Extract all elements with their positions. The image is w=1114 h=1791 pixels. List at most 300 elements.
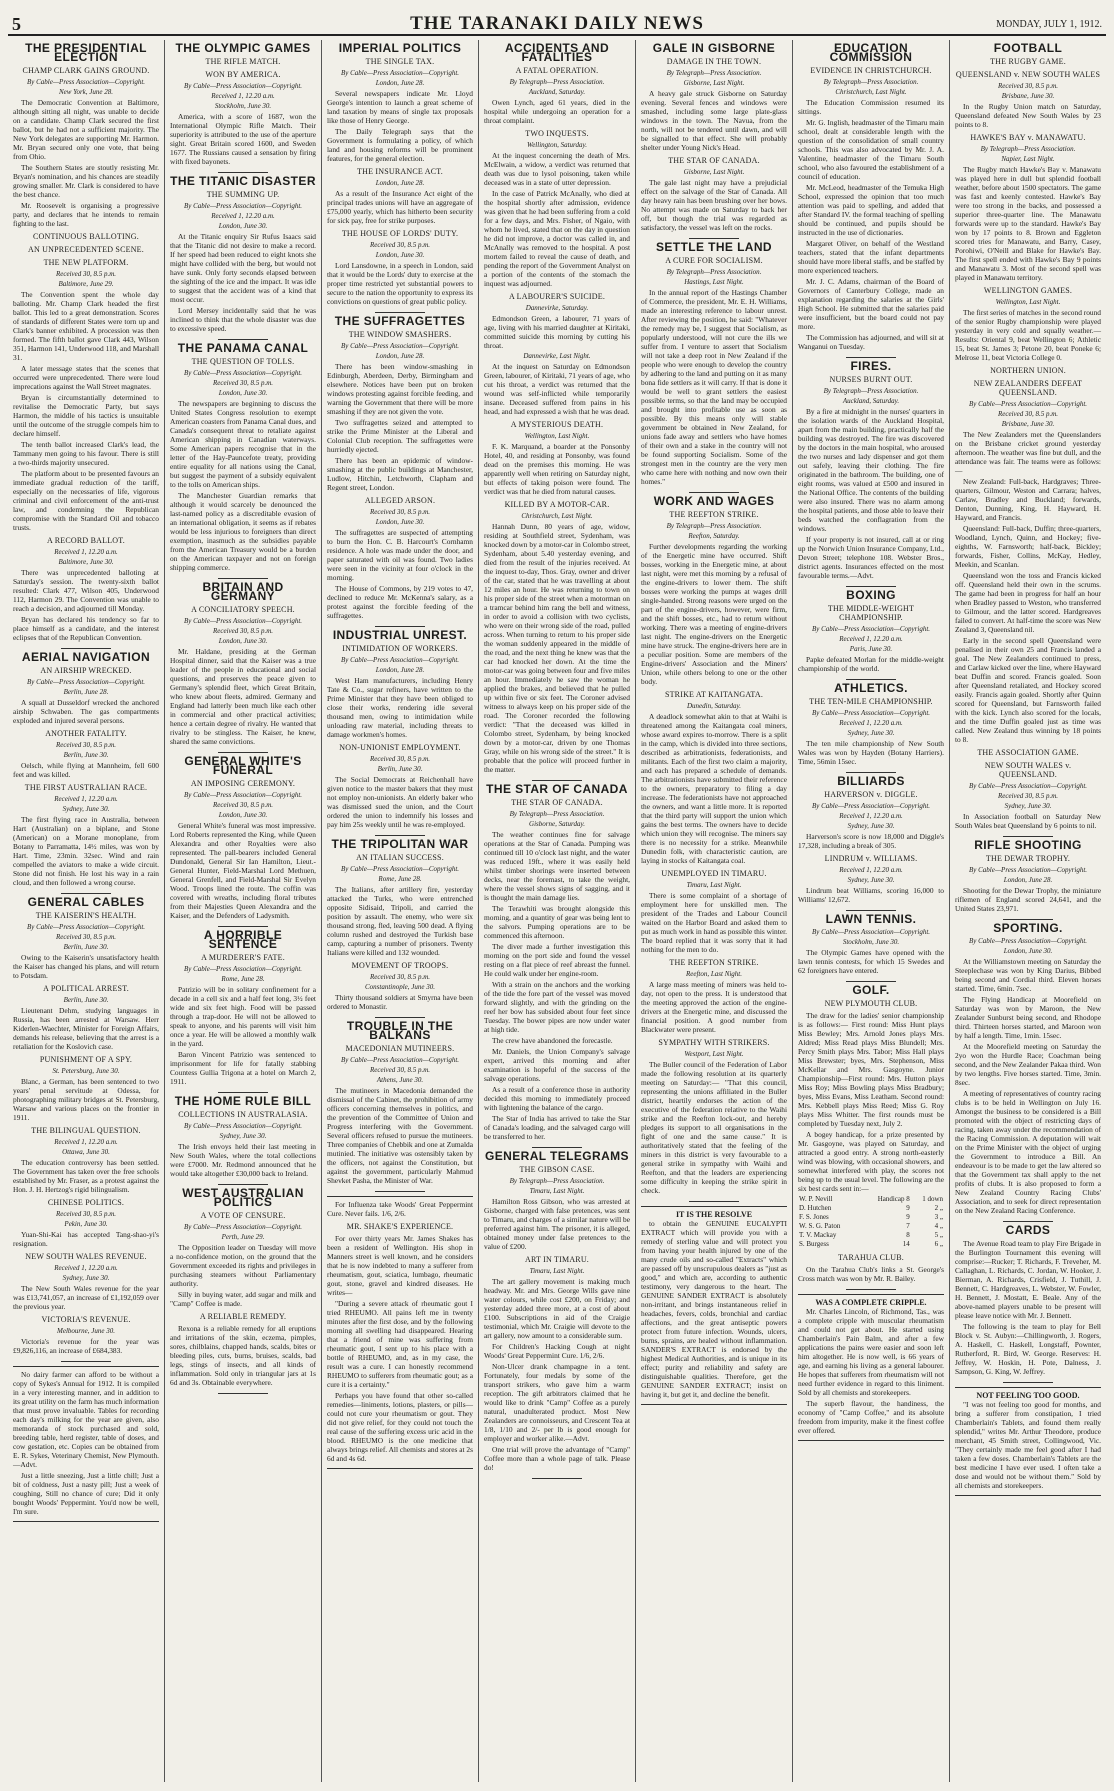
article [13, 895, 159, 1355]
sub-heading: CHINESE POLITICS. [47, 1198, 125, 1207]
dateline: London, June 28. [375, 352, 425, 360]
article [327, 837, 473, 1011]
paragraph: The New Zealanders met the Queenslanders on the Brisbane cricket ground yesterday afternoon. The weather was fine but dull, and the attendance was fair. The teams were as follows:— [955, 430, 1101, 475]
dateline: By Cable—Press Association—Copyright. [183, 791, 303, 799]
paragraph: A later message states that the scenes that occurred were unprecedented. There were loud imprecations against the Wall Street magnates. [13, 364, 159, 391]
dateline: Stockholm, June 30. [214, 102, 272, 110]
sub-heading: STRIKE AT KAITANGATA. [664, 690, 764, 699]
sub-heading: WON BY AMERICA. [205, 70, 281, 79]
dateline: By Cable—Press Association—Copyright. [811, 709, 931, 717]
sub-heading: ANOTHER FATALITY. [45, 729, 127, 738]
dateline: Sydney, June 30. [62, 1274, 110, 1282]
divider [218, 926, 268, 927]
advert-heading: IT IS THE RESOLVE [675, 1210, 753, 1219]
paragraph: The first series of matches in the second round of the senior Rugby championship were played yesterday in very cold and squally weather.—Results: Oriental 9, beat Wellington 6; Athletic 15, beat St. James 3; Petone 20, beat Poneke 6; Melrose 11, beat Victoria College 0. [955, 308, 1101, 362]
sub-heading: A FATAL OPERATION. [515, 66, 599, 75]
dateline: Received 1, 12.20 a.m. [54, 1264, 118, 1272]
dateline: London, June 30. [375, 251, 425, 259]
paragraph: Queensland won the toss and Francis kicked off. Queensland held their own in the scrums. The game had been in progress for half an hour when Bradley passed to Weston, who transferred to Gilmour, and the latter scored. Hardgreaves failed to convert. At half-time the score was New Zealand 3, Queensland nil. [955, 571, 1101, 634]
divider [61, 1361, 111, 1362]
dateline: Received 30, 8.5 p.m. [997, 82, 1059, 90]
dateline: London, June 30. [218, 222, 268, 230]
dateline: London, June 30. [375, 518, 425, 526]
dateline: By Telegraph—Press Association. [509, 1177, 605, 1185]
dateline: Brisbane, June 30. [1001, 92, 1055, 100]
paragraph: At the inquest on Saturday on Edmondson Green, labourer, of Kiritaki, 71 years of age, who cut his throat, a verdict was returned that the wound was self-inflicted while temporarily insane. Deceased suffered from pains in his head, and had expressed a wish that he was dead. [484, 362, 630, 416]
dateline: Berlin, June 30. [63, 996, 109, 1004]
dateline: By Cable—Press Association—Copyright. [183, 202, 303, 210]
table-cell: 4 „ [934, 1222, 943, 1230]
article [798, 359, 944, 580]
article [327, 628, 473, 829]
dateline: Gisborne, Saturday. [529, 820, 585, 828]
paragraph: The Daily Telegraph says that the Government is formulating a policy, of which land and housing reforms will be prominent features, for the general election. [327, 127, 473, 163]
dateline: Received 1, 12.20 a.m. [839, 635, 903, 643]
article [170, 41, 316, 166]
paragraph: Shooting for the Dewar Trophy, the miniature riflemen of England scored 24,641, and the United States 23,971. [955, 886, 1101, 913]
divider [846, 981, 896, 982]
paragraph: The Education Commission resumed its sittings. [798, 98, 944, 116]
paragraph: With a strain on the anchors and the working of the tide the fore part of the vessel was moved forward slightly, and with the grinding on the reef her bow has subsided about four feet since Tuesday. The bower pipes are now under water at high tide. [484, 980, 630, 1034]
paragraph: Several newspapers indicate Mr. Lloyd George's intention to launch a great scheme of land taxation by means of single tax proposals like those of Henry George. [327, 89, 473, 125]
dateline: Auckland, Saturday. [842, 397, 900, 405]
table-row [798, 1222, 944, 1231]
sub-heading: MR. SHAKE'S EXPERIENCE. [346, 1222, 454, 1231]
paragraph: A squall at Dusseldorf wrecked the anchored airship Schwaben. The gas compartments exploded and injured several persons. [13, 698, 159, 725]
sub-heading: NURSES BURNT OUT. [829, 375, 913, 384]
sub-heading: PUNISHMENT OF A SPY. [39, 1055, 133, 1064]
article-heading: BOXING [846, 588, 896, 602]
article-heading: LAWN TENNIS. [825, 912, 917, 926]
dateline: Received 1, 12.20 a.m. [54, 795, 118, 803]
divider [846, 586, 896, 587]
article-heading: BILLIARDS [837, 774, 905, 788]
divider [218, 752, 268, 753]
paragraph: "I was not feeling too good for months, and bring a sufferer from constipation, I tried Chamberlain's Tablets, and found them really splendid," writes Mr. Arthur Theodore, produce merchant, 45 Smith street, Collingwood, Vic. "They certainly made me feel good after I had taken a few doses. Chamberlain's Tablets are the best medicine I have ever used. I often take a dose and would not be without them." Sold by all chemists and storekeepers. [955, 1400, 1101, 1490]
paragraph: For over thirty years Mr. James Shakes has been a resident of Wellington. His shop in Manners street is well known, and he considers that he is now indebted to many a sufferer from rheumatism, gout, sciatica, lumbago, rheumatic gout, stone, gravel and kindred diseases. He writes— [327, 1234, 473, 1297]
article [13, 41, 159, 642]
paragraph: Yuan-Shi-Kai has accepted Tang-shao-yi's resignation. [13, 1230, 159, 1248]
divider [1003, 1221, 1053, 1222]
sub-heading: A RELIABLE REMEDY. [199, 1312, 287, 1321]
sub-heading: THE SINGLE TAX. [365, 57, 435, 66]
dateline: Received 30, 8.5 p.m. [212, 801, 274, 809]
table-cell: 5 „ [934, 1231, 943, 1239]
sub-heading: KILLED BY A MOTOR-CAR. [504, 500, 610, 509]
sub-heading: THE RIFLE MATCH. [205, 57, 281, 66]
dateline: Paris, June 30. [849, 645, 893, 653]
paragraph: In the annual report of the Hastings Chamber of Commerce, the president, Mr. E. H. Williams, made an interesting reference to labour unrest. After reviewing the position, he said: "Whatever the remedy may be, I suggest that Socialism, as popularly understood, will not cure the ills we suffer from. I venture to assert that Socialism will not take a deep root in New Zealand if the people who were enough to develop the country by adhering to the land and putting on it as many bona fide settlers as it will carry. If that is done it would be well to grant settlers the easiest possible terms, so that the land may be occupied and brought into profitable use as soon as possible. By this means only will stable government be obtained in New Zealand, for unions fade away and settlers who have homes of their own and a stake in the country will not be found supporting Socialism. Some of the strongest men in the country are the very men who came here with nothing and now own their homes." [641, 288, 787, 486]
divider [61, 893, 111, 894]
paragraph: For Children's Hacking Cough at night Woods' Great Peppermint Cure. 1/6, 2/6. [484, 1342, 630, 1360]
divider [375, 312, 425, 313]
article [798, 41, 944, 351]
dateline: By Cable—Press Association—Copyright. [811, 625, 931, 633]
dateline: By Cable—Press Association—Copyright. [183, 1122, 303, 1130]
dateline: Received 1, 12.20 a.m. [839, 719, 903, 727]
dateline: By Telegraph—Press Association. [666, 69, 762, 77]
sub-heading: QUEENSLAND v. NEW SOUTH WALES [955, 70, 1101, 79]
paragraph: The Commission has adjourned, and will sit at Wanganui on Tuesday. [798, 333, 944, 351]
table-row [798, 1204, 944, 1213]
dateline: London, June 30. [1003, 947, 1053, 955]
table-cell: D. Hutchen [799, 1204, 832, 1212]
paragraph: As a result of a conference those in authority decided this morning to immediately proceed with lightening the balance of the cargo. [484, 1085, 630, 1112]
dateline: Received 30, 8.5 p.m. [369, 1066, 431, 1074]
dateline: Constantinople, June 30. [365, 983, 435, 991]
dateline: Christchurch, Last Night. [835, 88, 907, 96]
divider [846, 772, 896, 773]
article [170, 174, 316, 333]
paragraph: Mr. Daniels, the Union Company's salvage expert, arrived this morning and after examination is hopeful of the success of the salvage operations. [484, 1047, 630, 1083]
dateline: London, June 28. [375, 666, 425, 674]
article [798, 912, 944, 975]
article [13, 650, 159, 887]
article [641, 240, 787, 486]
paragraph: The superb flavour, the handiness, the economy of "Camp Coffee," and its absolute freedom from impurity, make it the finest coffee ever offered. [798, 1399, 944, 1435]
table-cell: W. S. G. Paton [799, 1222, 841, 1230]
paragraph: Baron Vincent Patrizio was sentenced to imprisonment for life for fatally stabbing Countess Gullia Trigona at a hotel on March 2, 1911. [170, 1050, 316, 1086]
dateline: By Telegraph—Press Association. [980, 145, 1076, 153]
article-heading: THE STAR OF CANADA [486, 782, 628, 796]
sub-heading: NEW PLYMOUTH CLUB. [824, 999, 918, 1008]
article [170, 341, 316, 572]
dateline: Brisbane, June 30. [1001, 420, 1055, 428]
paragraph: Owing to the Kaiserin's unsatisfactory health the Kaiser has changed his plans, and will return to Potsdam. [13, 953, 159, 980]
table-cell: S. Burgess [799, 1240, 829, 1248]
table-cell: W. P. Nevill [799, 1195, 833, 1203]
table-cell: 9 [906, 1204, 910, 1212]
paragraph: Bryan has declared his tendency so far to place himself as a candidate, and the interest eclipses that of the Republican Convention. [13, 615, 159, 642]
paragraph: The Irish envoys held their last meeting in New South Wales, where the total collections were £7000. Mr. Redmond announced that he would take altogether £30,000 back to Ireland. [170, 1142, 316, 1178]
sub-heading: THE BILINGUAL QUESTION. [31, 1126, 141, 1135]
article [484, 782, 630, 1141]
dateline: By Telegraph—Press Association. [509, 78, 605, 86]
advertisement [641, 1206, 787, 1405]
divider [375, 1191, 425, 1192]
dateline: By Cable—Press Association—Copyright. [811, 928, 931, 936]
sub-heading: A CURE FOR SOCIALISM. [665, 256, 763, 265]
dateline: Perth, June 29. [221, 1233, 265, 1241]
dateline: By Telegraph—Press Association. [823, 387, 919, 395]
dateline: London, June 28. [1003, 876, 1053, 884]
score-table [798, 1195, 944, 1249]
dateline: London, June 28. [375, 79, 425, 87]
dateline: By Cable—Press Association—Copyright. [183, 82, 303, 90]
dateline: Sydney, June 30. [847, 729, 895, 737]
paragraph: Hamilton Ross Gibson, who was arrested at Gisborne, charged with false pretences, was sent to Timaru, and charges of a similar nature will be preferred against him. The prisoner, it is alleged, obtained money under false pretences to the value of £200. [484, 1197, 630, 1251]
paragraph: At the Williamstown meeting on Saturday the Steeplechase was won by King Darius, Bibbed being second and Cordial third. Eleven horses started. Time, 6min. 7sec. [955, 957, 1101, 993]
paragraph: The Democratic Convention at Baltimore, although sitting all night, was unable to decide on a candidate. Champ Clark secured the first ballot, but he had not a sufficient majority. The New York delegates are supporting Mr. Harmon. Mr. Bryan secured only one vote, that being from Ohio. [13, 98, 159, 161]
advert-heading: NOT FEELING TOO GOOD. [976, 1391, 1080, 1400]
sub-heading: THE WINDOW SMASHERS. [348, 330, 452, 339]
article [170, 1094, 316, 1178]
dateline: Reefton, Last Night. [686, 970, 742, 978]
sub-heading: MOVEMENT OF TROOPS. [351, 961, 449, 970]
dateline: Baltimore, June 29. [58, 280, 114, 288]
paragraph: The suffragettes are suspected of attempting to burn the Hon. C. B. Harcourt's Cornhamn residence. A hole was made under the door, and paper saturated with oil was found. Two ladies were seen in the vicinity at four o'clock in the morning. [327, 528, 473, 582]
dateline: Sydney, June 30. [847, 876, 895, 884]
dateline: Received 1, 12.20 a.m. [839, 866, 903, 874]
dateline: Received 30, 8.5 p.m. [55, 933, 117, 941]
paragraph: There is some complaint of a shortage of employment here for unskilled men. The president of the Trades and Labour Council waited on the Harbor Board and asked them to put as much work in hand as possible this winter. The board replied that it was sorry that it had nothing for the men to do. [641, 891, 787, 954]
dateline: Baltimore, June 30. [58, 558, 114, 566]
dateline: Reefton, Saturday. [688, 532, 740, 540]
sub-heading: TWO INQUESTS. [525, 129, 589, 138]
sub-heading: EVIDENCE IN CHRISTCHURCH. [810, 66, 932, 75]
sub-heading: THE INSURANCE ACT. [357, 167, 443, 176]
paragraph: The House of Commons, by 219 votes to 47, declined to reduce Mr. McKenna's salary, as a protest against the forcible feeding of the suffragettes. [327, 584, 473, 620]
sub-heading: THE RUGBY GAME. [990, 57, 1066, 66]
sub-heading: A RECORD BALLOT. [47, 536, 125, 545]
dateline: St. Petersburg, June 30. [52, 1067, 120, 1075]
article [798, 983, 944, 1283]
dateline: Received 30, 8.5 p.m. [212, 627, 274, 635]
paragraph: Further developments regarding the working of the Energetic mine have occurred. Shift bosses, working in the Energetic mine, at about last night, were met this morning by a refusal of the engine-drivers to lower them. The shift bosses were working the pumps at wages drill single-handed. Strong reasons were urged on the part of the engine-drivers, however, were firm, and the shift bosses, etc., had to return without working. There was a meeting of engine-drivers last night. The engine-drivers on the Energetic mine have struck. The engine-drivers here are in a peculiar position. Some are members of the Engine-drivers' Association and the Miners' Union, while others belong to one or the other body. [641, 542, 787, 686]
dateline: By Telegraph—Press Association. [666, 268, 762, 276]
divider [532, 1478, 582, 1479]
dateline: London, June 30. [218, 389, 268, 397]
article-heading: THE TRIPOLITAN WAR [331, 837, 469, 851]
divider [532, 1147, 582, 1148]
dateline: Received 30, 8.5 p.m. [55, 741, 117, 749]
article-heading: GENERAL TELEGRAMS [485, 1149, 629, 1163]
sub-heading: THE KAISERIN'S HEALTH. [35, 911, 137, 920]
paragraph: In the case of Patrick McAnally, who died at the hospital shortly after admission, evidence was given that he had been suffering from a cold for a few days, and Mrs. Fisher, of Ngaio, with whom he lived, stated that on the day in question he did not improve, a doctor was called in, and McAnally was removed to the hospital. A post mortem failed to reveal the cause of death, and pending the report of the Government Analyst on a portion of the contents of the stomach the inquest was adjourned. [484, 189, 630, 288]
table-cell: 7 [906, 1222, 910, 1230]
sub-heading: CHAMP CLARK GAINS GROUND. [22, 66, 150, 75]
article-heading: TROUBLE IN THE BALKANS [346, 1019, 454, 1042]
paragraph: The tenth ballot increased Clark's lead, the Tammany men going to his favour. There is still a two-thirds majority unsecured. [13, 440, 159, 467]
dateline: By Cable—Press Association—Copyright. [968, 400, 1088, 408]
sub-heading: A VOTE OF CENSURE. [200, 1211, 286, 1220]
sub-heading: A MURDERER'S FATE. [201, 953, 285, 962]
sub-heading: HAWKE'S BAY v. MANAWATU. [970, 133, 1086, 142]
dateline: Berlin, June 30. [63, 751, 109, 759]
table-cell: 8 [906, 1231, 910, 1239]
article-heading: IMPERIAL POLITICS [338, 41, 462, 55]
dateline: Dannevirke, Saturday. [525, 304, 589, 312]
paragraph: The Manchester Guardian remarks that although it would scarcely be denounced the last-named policy as a discreditable evasion of an international obligation, it seems as if rebates would be less injurious to foreigners than direct exemption, inasmuch as the subsidies payable from the American Treasury would be a burden on the American taxpayer and not on foreign shipping commerce. [170, 491, 316, 572]
sub-heading: ALLEGED ARSON. [364, 496, 436, 505]
divider [61, 648, 111, 649]
masthead [8, 14, 1106, 36]
paragraph: America, with a score of 1687, won the International Olympic Rifle Match. Their superiority is attributed to the use of the aperture sight. Great Britain scored 1600, and Sweden 1677. The Russians caused a sensation by firing with fixed bayonets. [170, 112, 316, 166]
divider [846, 1289, 896, 1290]
paragraph: The Convention spent the whole day balloting. Mr. Champ Clark headed the first ballot. This led to a great demonstration. Scores of standards of different States were torn up and Clark's banner exhibited. A procession was then formed. The fifth ballot gave Clark 443, Wilson 351, Harmon 141, Underwood 118, and Marshall 31. [13, 290, 159, 362]
divider [532, 780, 582, 781]
sub-heading: THE FIRST AUSTRALIAN RACE. [24, 783, 148, 792]
sub-heading: AN IMPOSING CEREMONY. [190, 779, 296, 788]
dateline: By Cable—Press Association—Copyright. [340, 656, 460, 664]
article [798, 774, 944, 904]
advertisement [955, 1387, 1101, 1496]
paragraph: Just a little sneezing, Just a little chill; Just a bit of coldness, Just a nasty pill; Just a week of coughing, Still no chance of cure; Did it only bought Woods' Peppermint. You'd now be well, I'm sure. [13, 1471, 159, 1516]
article [327, 314, 473, 620]
article-heading: SETTLE THE LAND [656, 240, 772, 254]
paragraph: Lindrum beat Williams, scoring 16,000 to Williams' 12,672. [798, 886, 944, 904]
paragraph: Early in the second spell Queensland were penalised in their own 25 and Francis landed a goal. The New Zealanders continued to press, and Carlaw kicked over the line, where Hayward beat Duffin and scored. Francis goaled. Soon after Queensland retaliated, and Hockey scored easily. Francis again goaled. Shortly after Quinn scored for Queensland, but Farnsworth failed with the kick. Lynch also scored for the locals, and the time Duffin goaled just as time was called. New Zealand thus winning by 18 points to 8. [955, 636, 1101, 744]
paragraph: Hannah Dunn, 80 years of age, widow, residing at Southfield street, Sydenham, was knocked down by a motor-car in Colombo street, Sydenham, about 5.40 yesterday evening, and died from the result of the injuries received. At the inquest to-day, Thos. Gray, owner and driver of the car, stated that he was travelling at about 12 miles an hour. He was returning to town on his proper side of the street when a motorman on a tramcar behind him rang the bell and witness, in order to avoid a collision with two cyclists, who were on their wrong side of the road, pulled across. When turning to return to his proper side the woman suddenly appeared in the middle of the road, and the next thing he knew was that the car had knocked her down. At the time the motor-car was going between four and five miles an hour. Immediately he saw the woman he applied the brakes, and believed that he pulled up within five or six feet. The Coroner advised witness to always keep on his proper side of the road. The Coroner recorded the following verdict: "That the deceased was killed in Colombo street, Sydenham, by being knocked down by a motor-car, driven by one Thomas Gray, while on his wrong side of the street." It is probable that the police will proceed further in the matter. [484, 522, 630, 774]
issue-date: MONDAY, JULY 1, 1912. [996, 18, 1102, 30]
dateline: By Cable—Press Association—Copyright. [968, 782, 1088, 790]
divider [689, 1201, 739, 1202]
dateline: Rome, June 28. [378, 875, 422, 883]
dateline: By Cable—Press Association—Copyright. [968, 866, 1088, 874]
dateline: London, June 28. [375, 179, 425, 187]
dateline: By Cable—Press Association—Copyright. [811, 802, 931, 810]
paragraph: The ten mile championship of New South Wales was won by Hayden (Botany Harriers). Time, 56min 15sec. [798, 739, 944, 766]
sub-heading: NEW SOUTH WALES v. QUEENSLAND. [984, 761, 1072, 779]
paragraph: to obtain the GENUINE EUCALYPTI EXTRACT which will provide you with a remedy of sterling value and will protect you from having your health injured by one of the many crude oils and so-called "Extracts" which are passed off by unscrupulous dealers as "just as good," and which are, according to authentic testimony, very dangerous to the heart. The GENUINE SANDER EXTRACT is absolutely non-irritant, and brings instantaneous relief in headaches, fevers, colds, bronchial and cardiac affections, and the great antiseptic powers protect from future infection. Wounds, ulcers, burns, sprains, are healed without inflammation. SANDER'S EXTRACT is endorsed by the highest Medical Authorities, and is unique in its effect; purity and reliability and safety are distinguishable qualities. Therefore, get the GENUINE SANDER EXTRACT; insist on having it, but get it, and decline the benefit. [641, 1219, 787, 1399]
dateline: Received 30, 8.5 p.m. [55, 270, 117, 278]
sub-heading: THE STAR OF CANADA. [668, 156, 760, 165]
dateline: New York, June 28. [59, 88, 113, 96]
sub-heading: THE QUESTION OF TOLLS. [191, 357, 295, 366]
article [170, 928, 316, 1086]
dateline: By Cable—Press Association—Copyright. [183, 965, 303, 973]
article-heading: THE TITANIC DISASTER [170, 174, 316, 188]
dateline: Timaru, Last Night. [529, 1187, 585, 1195]
article-heading: GOLF. [852, 983, 890, 997]
column-3 [322, 40, 479, 1782]
paragraph: Patrizio will be in solitary confinement for a decade in a cell six and a half feet long, 3½ feet wide and six feet high. Food will be passed through a trap-door. He will not be allowed to speak to anyone, and his parents will visit him once a year. He will be allowed a monthly walk in the yard. [170, 985, 316, 1048]
paragraph: By a fire at midnight in the nurses' quarters in the isolation wards of the Auckland Hospital, apart from the main building, practically half the building was destroyed. The fire was discovered by the doctors in the main hospital, who aroused the two nurses and lady dispenser and got them out safely, leaving their clothing. The fire originated in the bathroom. The building, one of eight rooms, was valued at £500 and insured in the National Office. The contents of the building were also insured. There was no alarm among the hospital patients, and those able to leave their beds watched the conflagration from the windows. [798, 407, 944, 533]
dateline: By Telegraph—Press Association. [666, 522, 762, 530]
table-cell: 6 „ [934, 1240, 943, 1248]
table-cell: F. S. Jones [799, 1213, 829, 1221]
column-6 [793, 40, 950, 1782]
sub-heading: A LABOURER'S SUICIDE. [508, 292, 606, 301]
sub-heading: THE REEFTON STRIKE. [669, 958, 759, 967]
dateline: Wellington, Saturday. [527, 141, 587, 149]
sub-heading: MACEDONIAN MUTINEERS. [345, 1044, 455, 1053]
dateline: Wellington, Last Night. [995, 298, 1061, 306]
dateline: Stockholm, June 30. [842, 938, 900, 946]
dateline: Received 30, 8.5 p.m. [55, 1210, 117, 1218]
page-number: 5 [12, 13, 21, 34]
sub-heading: NEW ZEALANDERS DEFEAT QUEENSLAND. [973, 379, 1083, 397]
dateline: Berlin, June 30. [63, 943, 109, 951]
divider [218, 339, 268, 340]
dateline: Received 30, 8.5 p.m. [997, 410, 1059, 418]
sub-heading: THE TEN-MILE CHAMPIONSHIP. [809, 697, 933, 706]
paragraph: West Ham manufacturers, including Henry Tate & Co., sugar refiners, have written to the Prime Minister that they have been obliged to close their works, rendering idle several thousand men, owing to intimidation while unloading raw material, including threats to damage workmen's homes. [327, 676, 473, 739]
article-heading: RIFLE SHOOTING [974, 838, 1082, 852]
article [170, 580, 316, 746]
article [484, 1149, 630, 1472]
sub-heading: THE GIBSON CASE. [519, 1165, 595, 1174]
dateline: Received 1, 12.20 a.m. [54, 548, 118, 556]
article-heading: GENERAL CABLES [27, 895, 145, 909]
dateline: Received 30, 8.5 p.m. [212, 379, 274, 387]
divider [218, 1184, 268, 1185]
dateline: Received 30, 8.5 p.m. [369, 755, 431, 763]
dateline: Received 30, 8.5 p.m. [369, 241, 431, 249]
paragraph: As a result of the Insurance Act eight of the principal trades unions will have an aggregate of £75,000 yearly, which has hitherto been security for sick pay, free for strike purposes. [327, 189, 473, 225]
paragraph: The Southern States are stoutly resisting Mr. Bryan's nomination, and his chances are steadily growing smaller. Mr. Clark is considered to have the best chance. [13, 163, 159, 199]
divider [218, 578, 268, 579]
article [641, 494, 787, 1195]
divider [1003, 1382, 1053, 1383]
dateline: By Telegraph—Press Association. [509, 810, 605, 818]
dateline: Dannevirke, Last Night. [523, 352, 591, 360]
dateline: Received 30, 8.5 p.m. [369, 973, 431, 981]
paragraph: The New South Wales revenue for the year was £13,741,057, an increase of £1,192,059 over the previous year. [13, 1284, 159, 1311]
paragraph: The Opposition leader on Tuesday will move a no-confidence motion, on the ground that the Government exceeded its rights and privileges in purchasing steamers without Parliamentary authority. [170, 1243, 316, 1288]
paragraph: For Influenza take Woods' Great Peppermint Cure. Never fails. 1/6, 2/6. [327, 1200, 473, 1218]
dateline: Melbourne, June 30. [57, 1327, 115, 1335]
paragraph: The diver made a further investigation this morning on the port side and found the vessel resting on a flat piece of reef abreast the funnel. He could walk under her engine-room. [484, 942, 630, 978]
article [955, 1223, 1101, 1376]
article-heading: ATHLETICS. [834, 681, 908, 695]
paragraph: Non-Ulcer drank champagne in a tent. Fortunately, four medals by some of the transport strikers, who gave him a warm reception. The gift arbitrators claimed that he would like to drink "Camp" Coffee as a purely natural, unadulterated product. Most New Zealanders are connoisseurs, and Crescent Tea at 1/8, 1/10 and 2/- per lb is good enough for employer and worker alike.—Advt. [484, 1362, 630, 1443]
paragraph: The platform about to be presented favours an immediate gradual reduction of the tariff, especially on the necessaries of life, vigorous criminal and civil enforcement of the anti-trust law, and condemning the Republican compromise with the Standard Oil and tobacco trusts. [13, 469, 159, 532]
divider [1003, 919, 1053, 920]
article-heading: WORK AND WAGES [653, 494, 775, 508]
dateline: By Cable—Press Association—Copyright. [340, 69, 460, 77]
dateline: By Cable—Press Association—Copyright. [183, 1223, 303, 1231]
paragraph: The Rugby match Hawke's Bay v. Manawatu was played here in dull but splendid football weather, before about 1500 spectators. The game was fast and keenly contested. Hawke's Bay were too strong in the backs, and possessed a superior three-quarter line. The Manawatu forwards were up to the standard. Hawke's Bay won by 17 points to 8. Brown and Eggleton scored tries for Manawatu, and Barry, Casey, Porohiwi, O'Neill and Blake for Hawke's Bay. The first spell ended with Hawke's Bay 9 points and Manawatu 3. Most of the second spell was played in Manawatu territory. [955, 165, 1101, 282]
paragraph: The first flying race in Australia, between Hart (Australian) on a biplane, and Stone (American) on a Morane monoplane, from Botany to Parramatta, 14½ miles, was won by Hart. Time, 23min. 32sec. Wind and rain compelled the aviators to make a wide circuit. Stone did not finish. He lost his way in a rain cloud, and then followed a wrong course. [13, 815, 159, 887]
dateline: By Cable—Press Association—Copyright. [968, 937, 1088, 945]
divider [218, 1393, 268, 1394]
paragraph: Perhaps you have found that other so-called remedies—liniments, lotions, plasters, or pills—could not cure your rheumatism or gout. They did not give relief, for they could not touch the real cause of the suffering excess uric acid in the blood. RHEUMO is the one medicine that always brings relief. All chemists and stores at 2s 6d and 4s 6d. [327, 1391, 473, 1463]
dateline: Hastings, Last Night. [684, 278, 744, 286]
paragraph: Mr. Charles Lincoln, of Richmond, Tas., was a complete cripple with muscular rheumatism and could not get about. He started using Chamberlain's Pain Balm, and after a few applications the pains were easier and soon left him altogether. He is now well, is 66 years of age, and earning his living as a general labourer. He hopes that sufferers from rheumatism will not need further evidence in regard to this liniment. Sold by all chemists and storekeepers. [798, 1307, 944, 1397]
paragraph: The gale last night may have a prejudicial effect on the salvage of the Star of Canada. All day heavy rain has been brushing over her bows. No attempt was made on Saturday to back her off, but though the trial was regarded as satisfactory, the vessel was left on the rocks. [641, 178, 787, 232]
dateline: Received 1, 12.20 a.m. [54, 1138, 118, 1146]
column-2 [165, 40, 322, 1782]
paragraph: On the Tarahua Club's links a St. George's Cross match was won by Mr. R. Bailey. [798, 1265, 944, 1283]
paragraph: Queensland: Full-back, Duffin; three-quarters, Woodland, Lynch, Quinn, and Hockey; five-eighths, W. Farnsworth; half-back, Bickley; forwards, Fisher, Collins, McKay, Hedley, Meekin, and Scanlan. [955, 524, 1101, 569]
article [327, 1019, 473, 1185]
paragraph: Lord Mersey incidentally said that he was inclined to think that the whole disaster was due to excessive speed. [170, 306, 316, 333]
dateline: Received 1, 12.20 a.m. [211, 92, 275, 100]
dateline: Received 1, 12.20 a.m. [839, 812, 903, 820]
paragraph: There was unprecedented balloting at Saturday's session. The twenty-sixth ballot resulted: Clark 477, Wilson 405, Underwood 112, Harmon 29. The Convention was unable to reach a decision, and adjourned till Monday. [13, 568, 159, 613]
paragraph: The education controversy has been settled. The Government has taken over the free schools established by Mr. Fraser, as a protest against the Hon. J. H. Hertzog's rigid bilingualism. [13, 1158, 159, 1194]
article-heading: FOOTBALL [993, 41, 1063, 55]
sub-heading: COLLECTIONS IN AUSTRALASIA. [178, 1110, 308, 1119]
paragraph: Blanc, a German, has been sentenced to two years' penal servitude at Odessa, for photographing military bridges at St. Petersburg, Warsaw and various places on the frontier in 1911. [13, 1077, 159, 1122]
article [170, 1186, 316, 1387]
dateline: Christchurch, Last Night. [521, 512, 593, 520]
divider [1003, 836, 1053, 837]
article [798, 588, 944, 673]
paragraph: If your property is not insured, call at or ring up the Norwich Union Insurance Company, Ltd., Devon Street; telephone 108. Webster Bros., district agents. Insurances effected on the most favourable terms.—Advt. [798, 535, 944, 580]
sub-heading: THE MIDDLE-WEIGHT CHAMPIONSHIP. [827, 604, 915, 622]
paragraph: A bogey handicap, for a prize presented by Mr. Gasgoyne, was played on Saturday, and attracted a good entry. A strong north-easterly wind was blowing, with occasional showers, and somewhat interfered with play, the scores not being up to the usual level. The following are the six best cards sent in:— [798, 1130, 944, 1193]
paragraph: Harverson's score is now 18,000 and Diggle's 17,328, including a break of 305. [798, 832, 944, 850]
paragraph: A heavy gale struck Gisborne on Saturday evening. Several fences and windows were smashed, including some large plate-glass windows in the town. The Navua, from the north, will not be tendered until dawn, and will be signalled to that effect. She will probably shelter under Young Nick's Head. [641, 89, 787, 152]
paragraph: No dairy farmer can afford to be without a copy of Sykes's Annual for 1912. It is compiled in a very interesting manner, and in addition to its great utility on the farm has much information that must prove invaluable. Tables for recording each day's milking for the year are given, also memoranda of stock purchased and sold, breeding table, herd register, table of doses, and cow gestation, etc. Copies can be obtained from E. R. Sykes, Veterinary Chemist, New Plymouth.—Advt. [13, 1370, 159, 1469]
divider [218, 1092, 268, 1093]
paragraph: Mr. G. Inglish, headmaster of the Timaru main school, dealt at considerable length with the question of the consolidation of small country schools. This was also advocated by Mr. J. A. Valentine, headmaster of the Timaru South school, who also favoured the establishment of a council of education. [798, 118, 944, 181]
paragraph: The following is the team to play for Bell Block v. St. Aubyn:—Chillingworth, J. Rogers, A. Haskell, C. Haskell, Longstaff, Pownter, Rutherford, R. Bird, W. George. Reserves: H. Jeffrey, W. Hoskin, H. Pote, Dalness, J. Sampson, G. King, W. Jeffrey. [955, 1322, 1101, 1376]
sub-heading: THE HOUSE OF LORDS' DUTY. [341, 229, 459, 238]
advert-heading: WAS A COMPLETE CRIPPLE. [815, 1298, 927, 1307]
paragraph: The Terawhiti was brought alongside this morning, and a quantity of gear was being lent to the salvors. Pumping operations are to be commenced this afternoon. [484, 904, 630, 940]
paragraph: A meeting of representatives of country racing clubs is to be held in Wellington on July 16. Amongst the business to be considered is a Bill promoted with the object of restricting days of racing, taken away under the recommendation of the Racing Commission. A deputation will wait on the Prime Minister with the object of urging the Government to introduce a Bill. An endeavour is to be made to get the law altered so that the Government tax shall apply to the net profits of clubs. It is also proposed to form a New Zealand Country Racing Clubs' Association, and to seek for direct representation on the New Zealand Racing Conference. [955, 1089, 1101, 1215]
article-heading: THE PRESIDENTIAL ELECTION [25, 41, 147, 64]
dateline: Gisborne, Last Night. [683, 168, 745, 176]
dateline: Wellington, Last Night. [524, 432, 590, 440]
paragraph: Mr. Haldane, presiding at the German Hospital dinner, said that the Kaiser was a true leader of the people in educational and social questions, and preserves the peace given to Germany's splendid fleet, which Great Britain, who knew about fleets, admired. Germany and England had latterly been much like each other in commercial and other practical activities; hence a certain degree of rivalry. He wanted that rivalry to be stingless. The Kaiser, he knew, shared the same convictions. [170, 647, 316, 746]
paragraph: Edmondson Green, a labourer, 71 years of age, living with his married daughter at Kiritaki, committed suicide this morning by cutting his throat. [484, 314, 630, 350]
sub-heading: THE ASSOCIATION GAME. [977, 748, 1079, 757]
paragraph: Silly in buying water, add sugar and milk and "Camp" Coffee is made. [170, 1290, 316, 1308]
